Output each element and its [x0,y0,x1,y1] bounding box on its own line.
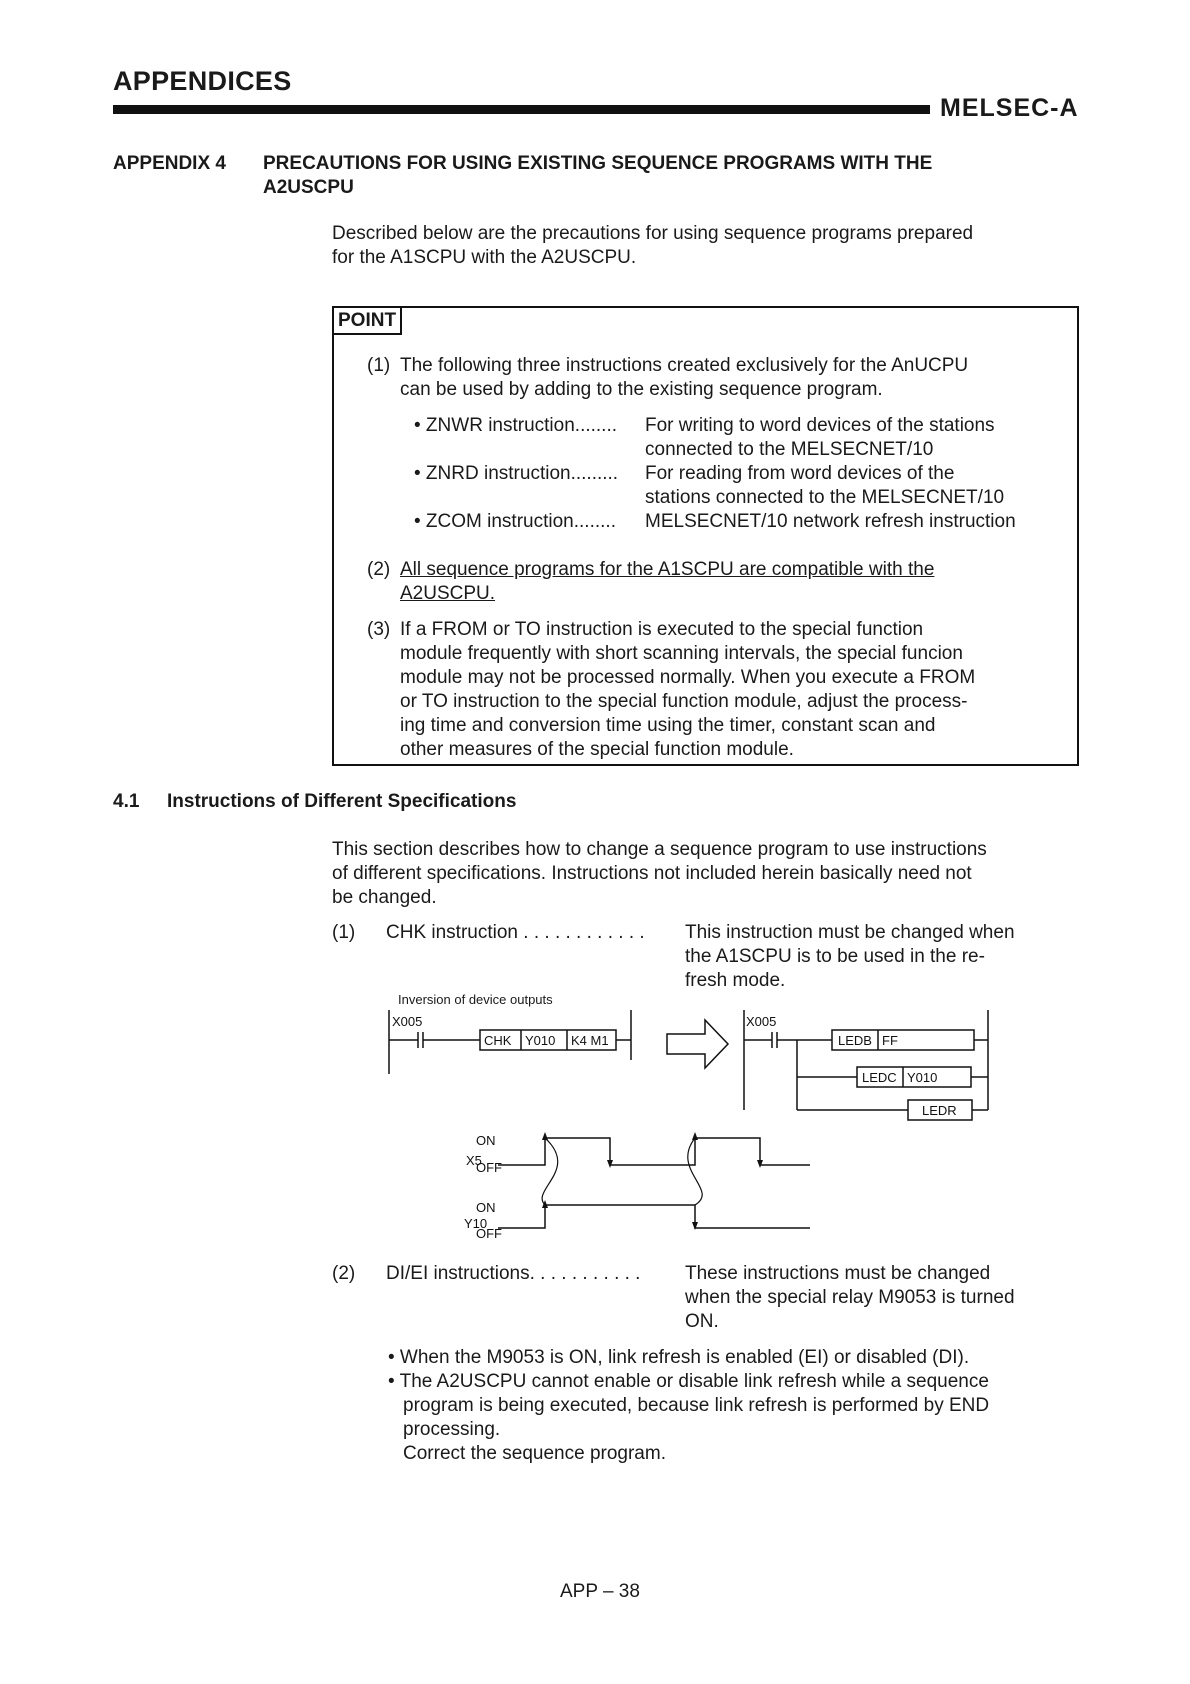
point-item3-line: If a FROM or TO instruction is executed to the special function [400,619,924,640]
fall-arrow [757,1160,763,1168]
x5-off-label: OFF [476,1160,502,1175]
appendix-intro-line2: for the A1SCPU with the A2USCPU. [332,247,637,268]
section-number: 4.1 [113,791,140,812]
section-title: Instructions of Different Specifications [167,791,517,812]
x5-waveform [498,1138,810,1165]
point-bullet-znrd: • ZNRD instruction......... [414,463,619,484]
header-brand: MELSEC-A [940,94,1079,122]
fall-arrow [607,1160,613,1168]
item2-desc-line: when the special relay M9053 is turned [685,1287,1015,1308]
point-bullet-znwr-desc2: connected to the MELSECNET/10 [645,439,934,460]
item2-bullet: • The A2USCPU cannot enable or disable link refresh while a sequence [388,1371,989,1392]
ledr-label: LEDR [922,1103,957,1118]
point-bullet-znrd-desc2: stations connected to the MELSECNET/10 [645,487,1005,508]
point-item1-line2: can be used by adding to the existing sequence program. [400,379,883,400]
point-bullet-zcom-desc1: MELSECNET/10 network refresh instruction [645,511,1016,532]
point-bullet-znwr-desc1: For writing to word devices of the stations [645,415,995,436]
rise-arrow [692,1132,698,1140]
item1-desc-line: This instruction must be changed when [685,922,1015,943]
section-intro-line: be changed. [332,887,437,908]
item1-name: CHK instruction . . . . . . . . . . . . [386,922,645,943]
point-item2-line2: A2USCPU. [400,583,496,604]
section-intro-line: This section describes how to change a sequence program to use instructions [332,839,987,860]
rise-arrow [542,1132,548,1140]
x5-on-label: ON [476,1133,496,1148]
item1-desc-line: the A1SCPU is to be used in the re- [685,946,985,967]
point-bullet-znrd-desc1: For reading from word devices of the [645,463,955,484]
appendix-intro-line1: Described below are the precautions for using sequence programs prepared [332,223,974,244]
header-rule [113,105,930,114]
section-intro-line: of different specifications. Instructions not included herein basically need not [332,863,972,884]
item1-num: (1) [332,922,356,943]
chk-label: CHK [484,1033,512,1048]
appendix-title-line1: PRECAUTIONS FOR USING EXISTING SEQUENCE PROGRAMS WITH THE [263,153,933,174]
page-number: APP – 38 [560,1581,640,1602]
item2-name: DI/EI instructions. . . . . . . . . . . [386,1263,641,1284]
diagram-caption: Inversion of device outputs [398,992,553,1007]
item2-bullet: • When the M9053 is ON, link refresh is enabled (EI) or disabled (DI). [388,1347,970,1368]
fall-arrow [692,1222,698,1230]
point-item3-line: module may not be processed normally. When you execute a FROM [400,667,976,688]
ledc-arg-label: Y010 [907,1070,938,1085]
item2-num: (2) [332,1263,356,1284]
y10-off-label: OFF [476,1226,502,1241]
chk-device-label: Y010 [525,1033,556,1048]
y10-on-label: ON [476,1200,496,1215]
point-item3-line: ing time and conversion time using the timer, constant scan and [400,715,936,736]
chk-k-label: K4 M1 [571,1033,609,1048]
item2-bullet-cont: Correct the sequence program. [403,1443,666,1464]
point-item3-line: module frequently with short scanning intervals, the special funcion [400,643,963,664]
point-item3-num: (3) [367,619,391,640]
point-item1-num: (1) [367,355,391,376]
point-item2-num: (2) [367,559,391,580]
y10-label: Y10 [464,1216,488,1231]
point-bullet-zcom: • ZCOM instruction........ [414,511,616,532]
header-title: APPENDICES [113,66,292,96]
point-item3-line: other measures of the special function module. [400,739,794,760]
right-contact-label: X005 [746,1014,777,1029]
x5-label: X5 [466,1153,482,1168]
item2-bullet-cont: program is being executed, because link refresh is performed by END [403,1395,990,1416]
point-item3-line: or TO instruction to the special function module, adjust the process- [400,691,968,712]
point-item1-line1: The following three instructions created exclusively for the AnUCPU [400,355,969,376]
point-label: POINT [332,306,402,335]
ladder-diagram [380,1000,1000,1260]
item1-desc-line: fresh mode. [685,970,786,991]
conversion-arrow [667,1020,728,1068]
item2-bullet-cont: processing. [403,1419,501,1440]
ledc-label: LEDC [862,1070,897,1085]
y10-waveform [498,1205,810,1228]
item2-desc-line: These instructions must be changed [685,1263,991,1284]
ledb-arg-label: FF [882,1033,898,1048]
point-bullet-znwr: • ZNWR instruction........ [414,415,618,436]
item2-desc-line: ON. [685,1311,719,1332]
left-contact-label: X005 [392,1014,423,1029]
appendix-title-line2: A2USCPU [263,177,354,198]
ledb-label: LEDB [838,1033,872,1048]
appendix-number: APPENDIX 4 [113,153,226,174]
point-item2-line1: All sequence programs for the A1SCPU are compatible with the [400,559,935,580]
